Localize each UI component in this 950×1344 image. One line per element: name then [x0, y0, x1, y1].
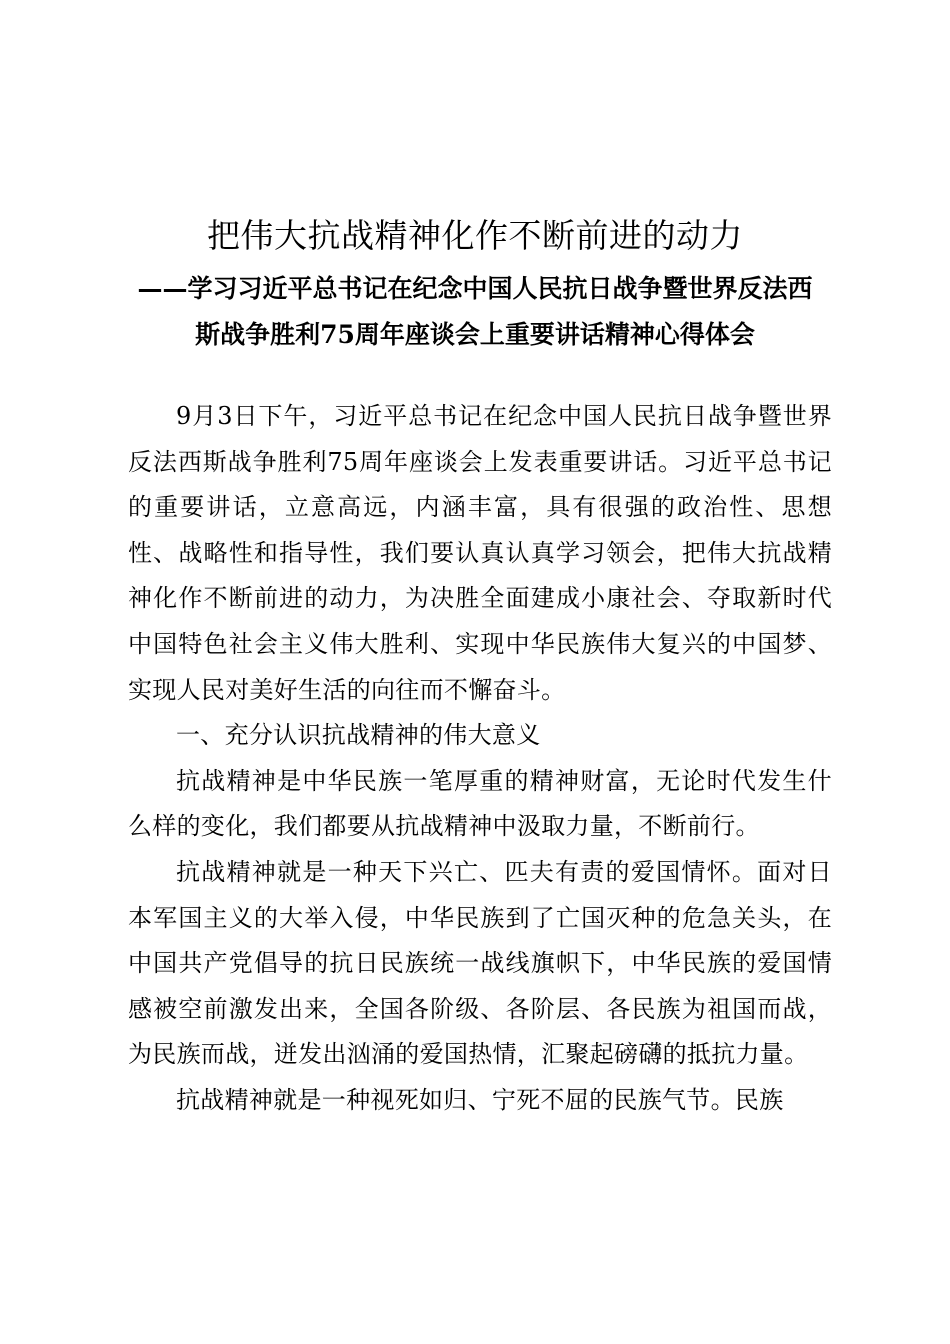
paragraph: 抗战精神就是一种视死如归、宁死不屈的民族气节。民族	[176, 1085, 784, 1114]
title-block	[120, 210, 830, 358]
subtitle-line-1: ——学习习近平总书记在纪念中国人民抗日战争暨世界反法西	[137, 274, 813, 303]
main-title: 把伟大抗战精神化作不断前进的动力	[207, 216, 743, 255]
paragraph-intro: 9月3日下午，习近平总书记在纪念中国人民抗日战争暨世界反法西斯战争胜利75周年座谈会上发表重要讲话。习近平总书记的重要讲话，立意高远，内涵丰富，具有很强的政治性、思想性、战略性和指导性，我们要认真认真学习领会，把伟大抗战精神化作不断前进的动力，为决胜全面建成小康社会、夺取新时代中国特色社会主义伟大胜利、实现中华民族伟大复兴的中国梦、实现人民对美好生活的向往而不懈奋斗。	[128, 402, 832, 704]
body-text	[128, 394, 832, 1124]
subtitle	[120, 266, 830, 358]
section-heading-1: 一、充分认识抗战精神的伟大意义	[176, 721, 541, 750]
paragraph: 抗战精神是中华民族一笔厚重的精神财富，无论时代发生什么样的变化，我们都要从抗战精神中汲取力量，不断前行。	[128, 766, 832, 841]
subtitle-line-2: 斯战争胜利75周年座谈会上重要讲话精神心得体会	[195, 320, 755, 349]
paragraph: 抗战精神就是一种天下兴亡、匹夫有责的爱国情怀。面对日本军国主义的大举入侵，中华民族到了亡国灭种的危急关头，在中国共产党倡导的抗日民族统一战线旗帜下，中华民族的爱国情感被空前激发出来，全国各阶级、各阶层、各民族为祖国而战，为民族而战，迸发出汹涌的爱国热情，汇聚起磅礴的抵抗力量。	[128, 857, 832, 1069]
